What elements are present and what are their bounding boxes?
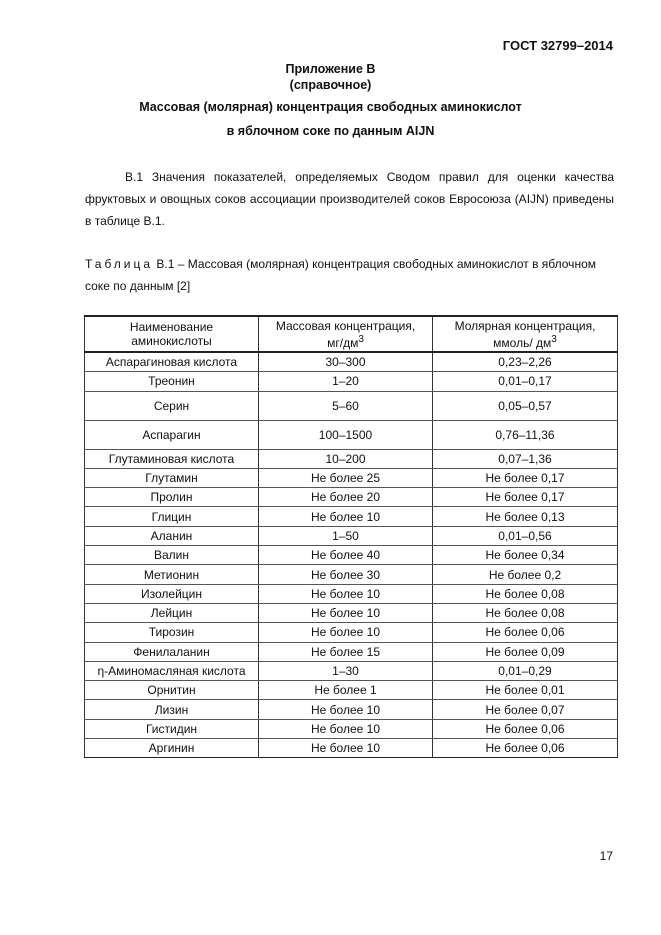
cell-acid-name: Пролин — [85, 488, 259, 507]
cell-acid-name: Аланин — [85, 526, 259, 545]
header-mass-unit-sup: 3 — [358, 333, 364, 345]
cell-molar: Не более 0,07 — [433, 700, 618, 719]
annex-status: (справочное) — [289, 78, 372, 92]
cell-mass: 1–30 — [259, 661, 433, 680]
cell-molar: Не более 0,13 — [433, 507, 618, 526]
table-row — [85, 700, 618, 719]
page-number: 17 — [599, 849, 613, 863]
cell-molar: 0,23–2,26 — [433, 352, 618, 372]
table-caption-label: Таблица — [85, 257, 154, 271]
table-row — [85, 584, 618, 603]
annex-title: Приложение В — [285, 62, 376, 76]
cell-mass: 100–1500 — [259, 420, 433, 449]
cell-acid-name: Тирозин — [85, 623, 259, 642]
cell-molar: Не более 0,34 — [433, 546, 618, 565]
table-row — [85, 507, 618, 526]
cell-molar: Не более 0,01 — [433, 681, 618, 700]
cell-mass: Не более 25 — [259, 468, 433, 487]
table-caption-text: В.1 – Массовая (молярная) концентрация свободных аминокислот в яблочном соке по данным [2] — [85, 257, 596, 293]
cell-acid-name: Аспарагин — [85, 420, 259, 449]
table-row — [85, 739, 618, 758]
table-row — [85, 603, 618, 622]
table-row — [85, 526, 618, 545]
cell-acid-name: Аргинин — [85, 739, 259, 758]
cell-molar: 0,76–11,36 — [433, 420, 618, 449]
table-row — [85, 391, 618, 420]
cell-mass: Не более 1 — [259, 681, 433, 700]
cell-molar: Не более 0,06 — [433, 719, 618, 738]
table-row — [85, 719, 618, 738]
cell-mass: Не более 20 — [259, 488, 433, 507]
cell-acid-name: Глицин — [85, 507, 259, 526]
header-acid-name — [85, 316, 259, 352]
cell-molar: Не более 0,08 — [433, 584, 618, 603]
table-row — [85, 565, 618, 584]
cell-molar: 0,01–0,56 — [433, 526, 618, 545]
doc-title-line-1: Массовая (молярная) концентрация свободных аминокислот — [139, 100, 522, 114]
cell-molar: Не более 0,17 — [433, 488, 618, 507]
cell-molar: Не более 0,06 — [433, 623, 618, 642]
cell-mass: Не более 10 — [259, 507, 433, 526]
cell-acid-name: Орнитин — [85, 681, 259, 700]
cell-mass: 1–50 — [259, 526, 433, 545]
header-molar-unit: ммоль/ дм — [493, 335, 552, 350]
cell-mass: Не более 10 — [259, 623, 433, 642]
cell-molar: Не более 0,08 — [433, 603, 618, 622]
table-header-row — [85, 316, 618, 352]
header-molar-unit-sup: 3 — [551, 333, 557, 345]
cell-acid-name: Фенилаланин — [85, 642, 259, 661]
cell-molar: 0,01–0,29 — [433, 661, 618, 680]
cell-acid-name: Метионин — [85, 565, 259, 584]
table-row — [85, 661, 618, 680]
cell-acid-name: Аспарагиновая кислота — [85, 352, 259, 372]
cell-molar: Не более 0,06 — [433, 739, 618, 758]
cell-acid-name: Треонин — [85, 372, 259, 391]
cell-acid-name: Глутаминовая кислота — [85, 449, 259, 468]
cell-mass: Не более 10 — [259, 739, 433, 758]
cell-molar: 0,01–0,17 — [433, 372, 618, 391]
cell-mass: 30–300 — [259, 352, 433, 372]
cell-molar: Не более 0,17 — [433, 468, 618, 487]
header-molar-concentration — [433, 316, 618, 352]
intro-paragraph-text: В.1 Значения показателей, определяемых Сводом правил для оценки качества фруктовых и овощных соков ассоциации производителей соков Евросоюза (AIJN) приведены в таблице В.1. — [85, 170, 614, 228]
header-molar-line1: Молярная концентрация, — [454, 318, 596, 333]
cell-mass: Не более 10 — [259, 719, 433, 738]
header-acid-name-line1: Наименование — [129, 320, 214, 334]
doc-title-line-2: в яблочном соке по данным AIJN — [226, 124, 435, 138]
cell-mass: Не более 15 — [259, 642, 433, 661]
table-row — [85, 420, 618, 449]
cell-mass: 10–200 — [259, 449, 433, 468]
header-acid-name-line2: аминокислоты — [131, 334, 212, 348]
cell-mass: Не более 40 — [259, 546, 433, 565]
cell-mass: Не более 10 — [259, 700, 433, 719]
cell-acid-name: Лейцин — [85, 603, 259, 622]
cell-mass: 5–60 — [259, 391, 433, 420]
cell-molar: 0,05–0,57 — [433, 391, 618, 420]
cell-acid-name: Глутамин — [85, 468, 259, 487]
cell-acid-name: Валин — [85, 546, 259, 565]
header-mass-concentration — [259, 316, 433, 352]
cell-acid-name: Гистидин — [85, 719, 259, 738]
header-mass-unit: мг/дм — [327, 335, 359, 350]
cell-mass: 1–20 — [259, 372, 433, 391]
cell-molar: Не более 0,09 — [433, 642, 618, 661]
table-row — [85, 681, 618, 700]
table-row — [85, 372, 618, 391]
table-row — [85, 642, 618, 661]
standard-code: ГОСТ 32799–2014 — [502, 38, 613, 53]
cell-acid-name: Изолейцин — [85, 584, 259, 603]
table-row — [85, 546, 618, 565]
table-row — [85, 488, 618, 507]
table-row — [85, 352, 618, 372]
header-mass-line1: Массовая концентрация, — [275, 318, 416, 333]
cell-mass: Не более 10 — [259, 603, 433, 622]
cell-acid-name: η-Аминомасляная кислота — [85, 661, 259, 680]
cell-mass: Не более 10 — [259, 584, 433, 603]
intro-paragraph — [85, 166, 614, 232]
cell-mass: Не более 30 — [259, 565, 433, 584]
cell-acid-name: Лизин — [85, 700, 259, 719]
table-row — [85, 623, 618, 642]
table-row — [85, 449, 618, 468]
table-row — [85, 468, 618, 487]
cell-acid-name: Серин — [85, 391, 259, 420]
table-caption — [85, 253, 614, 297]
cell-molar: 0,07–1,36 — [433, 449, 618, 468]
amino-acid-table — [84, 315, 618, 758]
cell-molar: Не более 0,2 — [433, 565, 618, 584]
